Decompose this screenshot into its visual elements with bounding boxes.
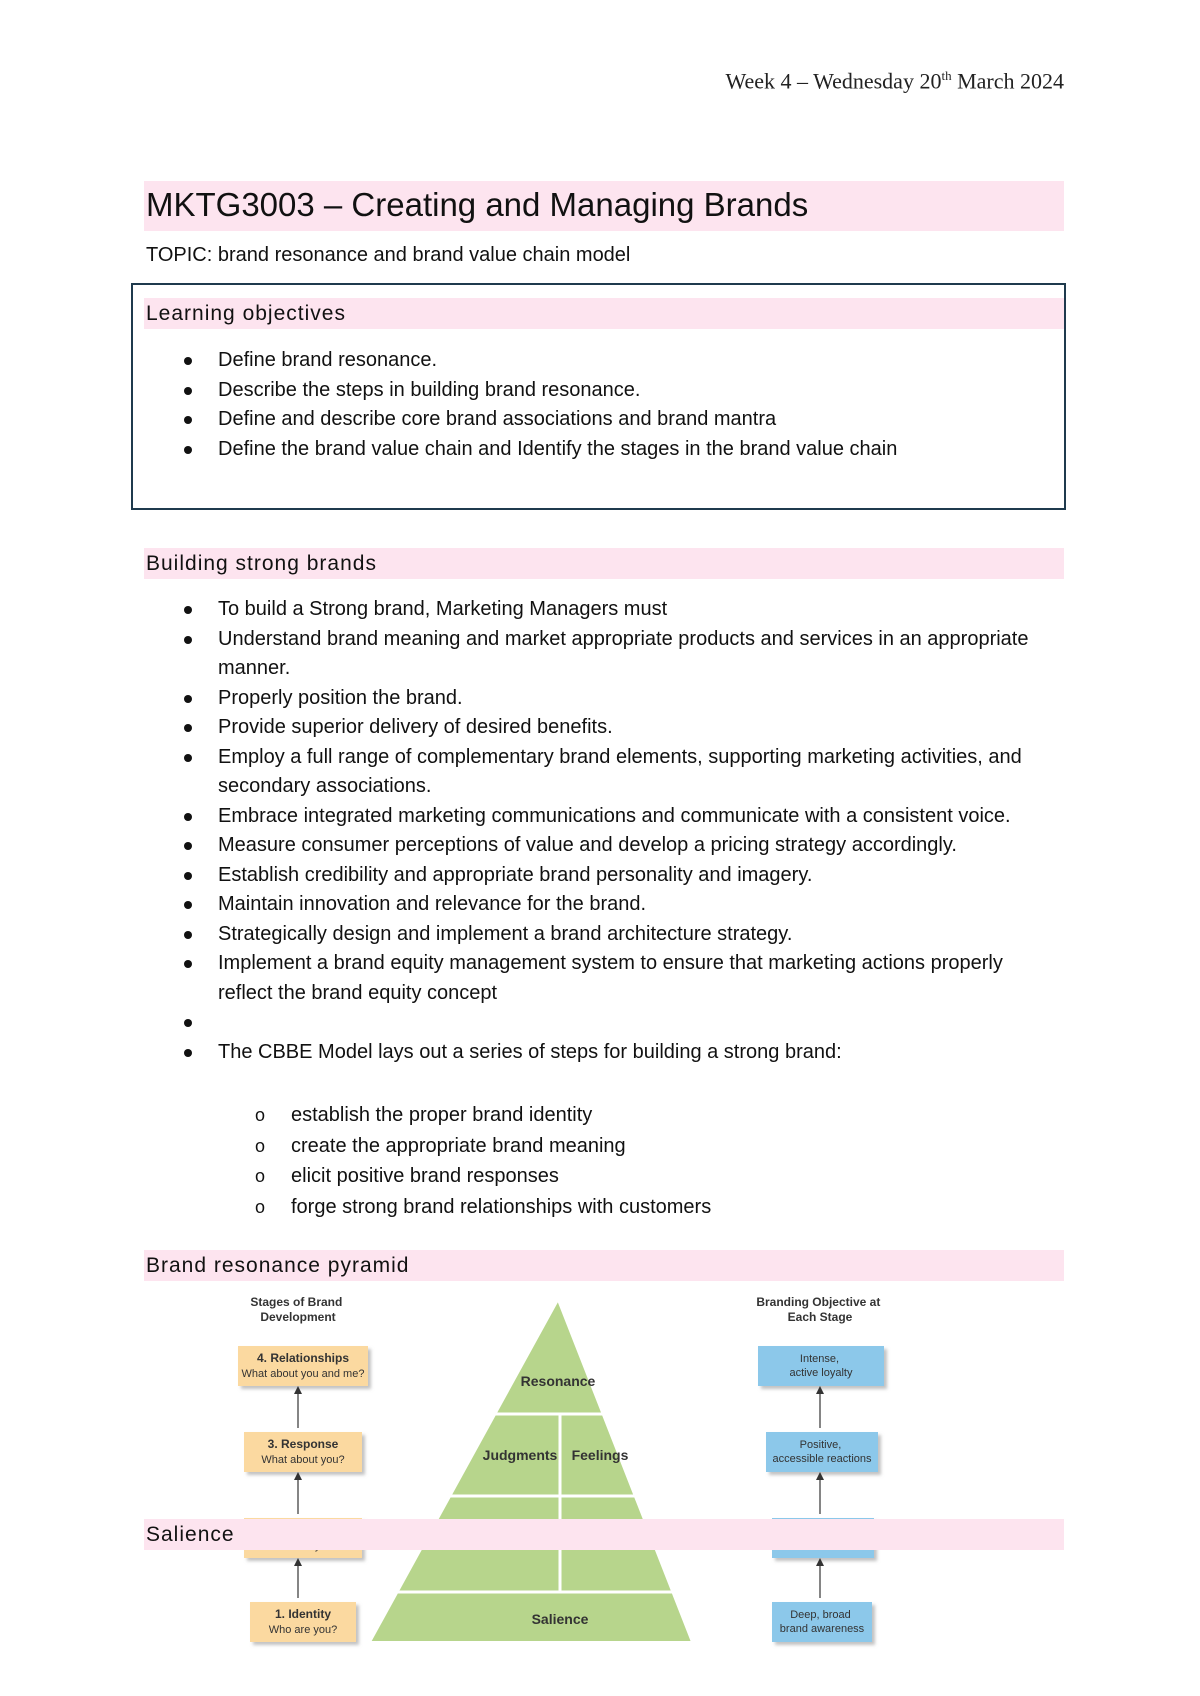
arrow-head-icon (816, 1386, 824, 1394)
salience-overlay-heading: Salience (144, 1519, 1064, 1550)
stage-question: What about you and me? (241, 1368, 365, 1380)
list-item: Understand brand meaning and market appropriate products and services in an appropriate manner. (0, 625, 1060, 684)
objective-box (772, 1602, 872, 1642)
list-item: Implement a brand equity management system to ensure that marketing actions properly reflect the brand equity concept (0, 949, 1060, 1008)
objective-box (758, 1346, 884, 1386)
right-column-title: Branding Objective at Each Stage (756, 1295, 881, 1324)
stage-question: What about you? (261, 1454, 345, 1466)
list-item: Maintain innovation and relevance for the brand. (0, 890, 1060, 920)
list-item: Establish credibility and appropriate brand personality and imagery. (0, 861, 1060, 891)
stage-title: 1. Identity (274, 1607, 332, 1621)
list-item: Embrace integrated marketing communications and communicate with a consistent voice. (0, 802, 1060, 832)
objective-text: Positive, accessible reactions (772, 1439, 872, 1465)
pyramid-level-salience: Salience (531, 1611, 589, 1627)
stage-title: 4. Relationships (256, 1351, 350, 1365)
list-item: Measure consumer perceptions of value and develop a pricing strategy accordingly. (0, 831, 1060, 861)
topic-line: TOPIC: brand resonance and brand value chain model (146, 244, 631, 266)
building-list (0, 595, 1060, 1067)
arrow-head-icon (816, 1558, 824, 1566)
list-item: Define the brand value chain and Identify the stages in the brand value chain (0, 435, 1060, 465)
list-item: The CBBE Model lays out a series of steps for building a strong brand: (0, 1038, 1060, 1068)
list-item: Provide superior delivery of desired benefits. (0, 713, 1060, 743)
list-item: Describe the steps in building brand resonance. (0, 376, 1060, 406)
page-title: MKTG3003 – Creating and Managing Brands (146, 186, 809, 223)
cbbe-sublist (0, 1100, 711, 1222)
building-heading: Building strong brands (144, 548, 1064, 579)
pyramid-level-feelings: Feelings (571, 1447, 629, 1463)
arrow-head-icon (816, 1472, 824, 1480)
sub-list-item: o elicit positive brand responses (0, 1161, 711, 1192)
pyramid (370, 1300, 720, 1642)
sub-list-item: o create the appropriate brand meaning (0, 1131, 711, 1162)
arrow-head-icon (294, 1558, 302, 1566)
list-item: To build a Strong brand, Marketing Managers must (0, 595, 1060, 625)
arrow-head-icon (294, 1472, 302, 1480)
list-item (0, 1008, 1060, 1038)
pyramid-level-judgments: Judgments (482, 1447, 558, 1463)
learning-objectives-heading: Learning objectives (144, 298, 1064, 329)
sub-list-item: o forge strong brand relationships with customers (0, 1192, 711, 1223)
list-item: Employ a full range of complementary brand elements, supporting marketing activities, and secondary associations. (0, 743, 1060, 802)
objective-text: Deep, broad brand awareness (779, 1609, 865, 1635)
sub-list-item: o establish the proper brand identity (0, 1100, 711, 1131)
arrow-head-icon (294, 1386, 302, 1394)
list-item: Properly position the brand. (0, 684, 1060, 714)
list-item: Strategically design and implement a brand architecture strategy. (0, 920, 1060, 950)
learning-objectives-list (0, 346, 1060, 464)
objective-text: Intense, active loyalty (789, 1353, 853, 1379)
pyramid-heading: Brand resonance pyramid (144, 1250, 1064, 1281)
pyramid-level-resonance: Resonance (520, 1373, 596, 1389)
brand-resonance-pyramid-diagram (220, 1290, 920, 1650)
list-item: Define and describe core brand associations and brand mantra (0, 405, 1060, 435)
stage-title: 3. Response (267, 1437, 339, 1451)
stage-boxes (238, 1346, 368, 1642)
objective-boxes (758, 1346, 884, 1642)
list-item: Define brand resonance. (0, 346, 1060, 376)
stage-question: Who are you? (268, 1624, 338, 1636)
left-column-title: Stages of Brand Development (250, 1295, 343, 1324)
objective-box (766, 1432, 878, 1472)
date-header: Week 4 – Wednesday 20th March 2024 (725, 68, 1064, 94)
